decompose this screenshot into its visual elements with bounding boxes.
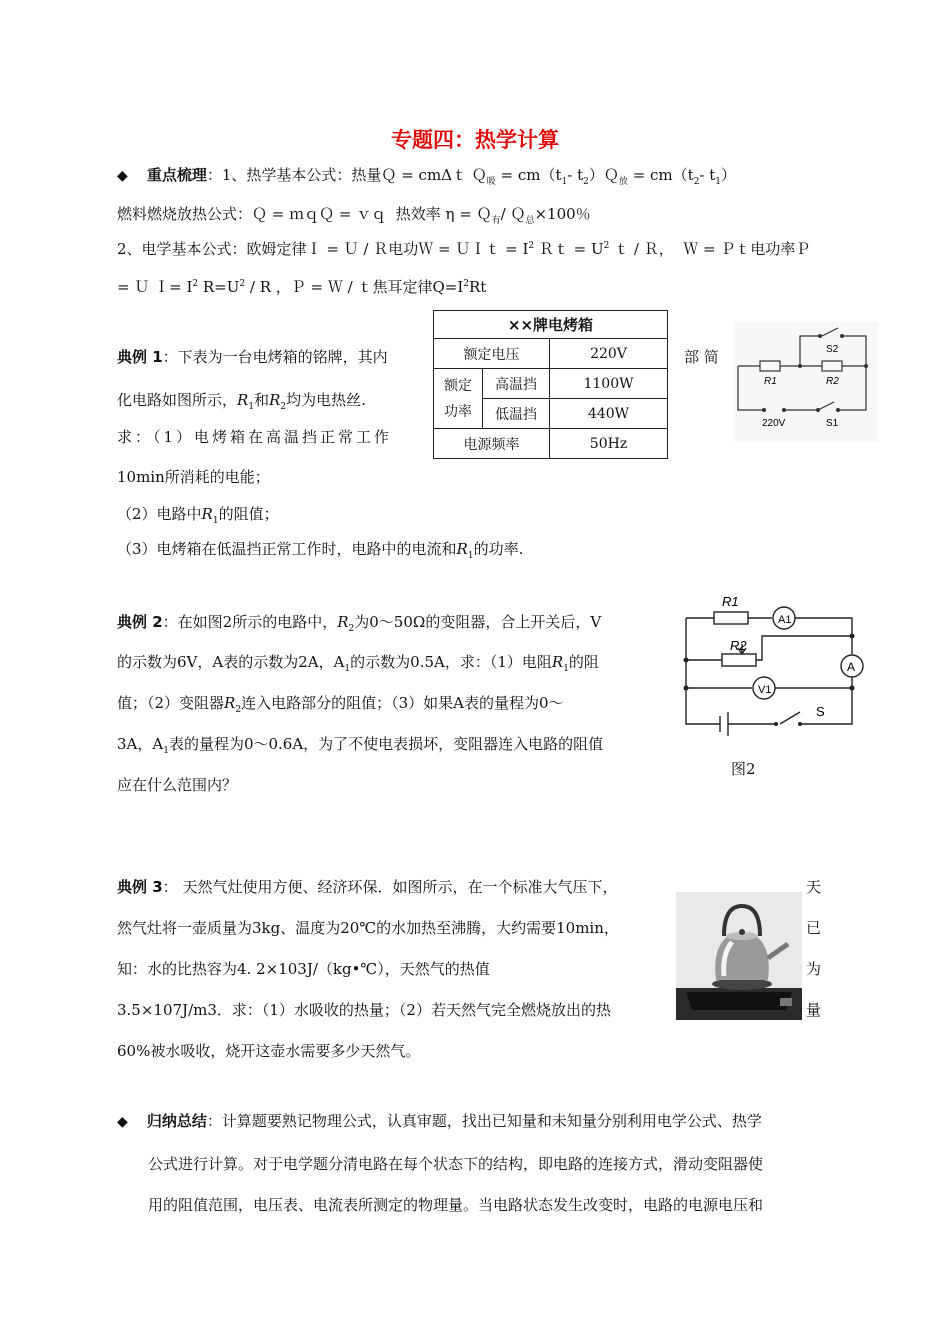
example3-line-4-tail: 量 — [806, 1001, 822, 1019]
example1-line-1: 典例 1：下表为一台电烤箱的铭牌，其内 — [117, 348, 388, 366]
example3-line-5: 60%被水吸收，烧开这壶水需要多少天然气。 — [117, 1042, 421, 1060]
example2-line-3: 值；（2）变阻器$R_2$连入电路部分的阻值；（3）如果A表的量程为0～ — [117, 694, 564, 715]
high-setting-value: 1100W — [550, 369, 668, 399]
circuit-r2-label: R2 — [826, 376, 839, 387]
circuit-s2-label: S2 — [826, 344, 839, 355]
page-title: 专题四：热学计算 — [391, 128, 559, 152]
rated-power-label: 额定 功率 — [434, 369, 483, 429]
frequency-value: 50Hz — [550, 429, 668, 459]
high-setting-label: 高温挡 — [483, 369, 550, 399]
example2-line-5: 应在什么范围内？ — [117, 776, 238, 794]
figure2-a1-label: A1 — [778, 614, 792, 626]
figure2-r2-label: R2 — [730, 638, 747, 653]
circuit-s1-label: S1 — [826, 418, 839, 429]
example3-line-1-tail: 天 — [806, 878, 822, 896]
example3-line-3: 知：水的比热容为4. 2×103J/（kg•℃），天然气的热值 — [117, 960, 490, 978]
rated-voltage-label: 额定电压 — [434, 339, 550, 369]
figure2-a-label: A — [847, 660, 856, 674]
example1-question-3: （3）电烤箱在低温挡正常工作时，电路中的电流和$R_1$的功率. — [117, 540, 524, 561]
key-points-line-3: 2、电学基本公式：欧姆定律Ｉ = Ｕ / Ｒ电功Ｗ = ＵＩｔ = $I^2$ Ｒｔ = $U^2$ ｔ / Ｒ， Ｗ = Ｐｔ电功率Ｐ — [117, 240, 811, 258]
example2-line-1: 典例 2：在如图2所示的电路中，$R_2$为0～50Ω的变阻器，合上开关后，V — [117, 613, 602, 634]
low-setting-label: 低温挡 — [483, 399, 550, 429]
kettle-on-stove-image — [676, 892, 802, 1020]
summary-line-3: 用的阻值范围，电压表、电流表所测定的物理量。当电路状态发生改变时，电路的电源电压和 — [148, 1196, 764, 1214]
example3-line-2: 然气灶将一壶质量为3kg、温度为20℃的水加热至沸腾，大约需要10min， — [117, 919, 619, 937]
summary-label: 归纳总结 — [146, 1112, 207, 1130]
example1-line-4: 10min所消耗的电能； — [117, 468, 270, 486]
key-points-label: 重点梳理 — [146, 166, 207, 184]
example1-line-2: 化电路如图所示，$R_1$和$R_2$均为电热丝. — [117, 391, 366, 412]
example2-label: 典例 2 — [117, 613, 163, 631]
circuit-r1-label: R1 — [764, 376, 777, 387]
oven-circuit-diagram — [734, 322, 878, 442]
diamond-bullet-icon: ◆ — [117, 168, 128, 184]
frequency-label: 电源频率 — [434, 429, 550, 459]
example1-label: 典例 1 — [117, 348, 163, 366]
example2-line-2: 的示数为6V，A表的示数为2A，$A_1$的示数为0.5A，求：（1）电阻$R_1$的阻 — [117, 653, 599, 674]
example1-question-2: （2）电路中$R_1$的阻值； — [117, 505, 279, 526]
example3-line-3-tail: 为 — [806, 960, 822, 978]
key-points-line-4: = Ｕ Ｉ= $I^2$ $R=U^2 / R$ ，Ｐ = Ｗ / ｔ焦耳定律$Q=I^2Rt$ — [117, 278, 487, 296]
figure2-circuit-diagram — [680, 588, 866, 740]
figure2-s-label: S — [816, 704, 825, 719]
example3-label: 典例 3 — [117, 878, 163, 896]
example2-line-4: 3A，$A_1$表的量程为0～0.6A，为了不使电表损坏，变阻器连入电路的阻值 — [117, 735, 604, 756]
rated-voltage-value: 220V — [550, 339, 668, 369]
key-points-line-1: ◆ 重点梳理：1、热学基本公式：热量Ｑ = cmΔｔ Ｑ$_吸$ = $cm(t_1-$ $t_2)Q_放 = cm(t_2-$ $t_1$） — [117, 166, 737, 187]
example1-line-1-tail: 部 简 — [684, 348, 719, 366]
figure2-r1-label: R1 — [722, 594, 739, 609]
example3-line-1: 典例 3： 天然气灶使用方便、经济环保．如图所示，在一个标准大气压下， — [117, 878, 618, 896]
summary-diamond-bullet-icon: ◆ — [117, 1114, 128, 1130]
summary-line-1: ◆ 归纳总结：计算题要熟记物理公式，认真审题，找出已知量和未知量分别利用电学公式、热学 — [117, 1112, 762, 1130]
figure2-v1-label: V1 — [758, 684, 772, 696]
example1-line-3: 求：（1）电烤箱在高温挡正常工作 — [117, 428, 393, 446]
circuit-voltage-label: 220V — [762, 418, 786, 429]
example3-line-4: 3.5×107J/m3．求：（1）水吸收的热量；（2）若天然气完全燃烧放出的热 — [117, 1001, 611, 1019]
spec-table-header: ××牌电烤箱 — [434, 311, 668, 339]
key-points-line-2: 燃料燃烧放热公式：Ｑ = ｍｑＱ = ｖｑ 热效率 η = Ｑ$_有$/ Ｑ$_总$×100％ — [117, 205, 591, 226]
example3-line-2-tail: 已 — [806, 919, 822, 937]
oven-spec-table — [433, 310, 668, 459]
low-setting-value: 440W — [550, 399, 668, 429]
summary-line-2: 公式进行计算。对于电学题分清电路在每个状态下的结构，即电路的连接方式，滑动变阻器使 — [148, 1155, 764, 1173]
figure2-caption: 图2 — [731, 760, 756, 778]
